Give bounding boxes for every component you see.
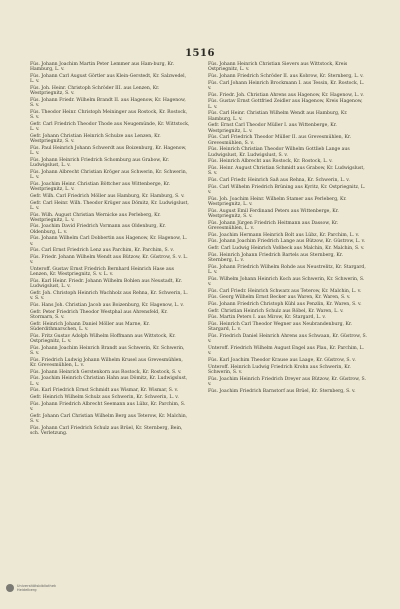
library-logo-text: Universitätsbibliothek Heidelberg — [16, 584, 57, 592]
casualty-entry: Füs. Georg Wilhelm Ernst Becker aus Waren, Kr. Waren, S. v. — [208, 295, 351, 301]
casualty-entry: Füs. Johann Wilhelm Carl Dobbertin aus Hagenow, Kr. Hagenow, L. v. — [30, 236, 187, 247]
casualty-entry: Füs. Martin Peters I. aus Mirow, Kr. Stargard, L. v. — [208, 315, 326, 321]
casualty-entry: Füs. Carl Heinr. Christian Wilhelm Wendt aus Hamburg, Kr. Hamburg, L. v. — [208, 111, 348, 122]
casualty-entry: Füs. Johann Joachim Friedrich Lange aus Bützow, Kr. Güstrow, L. v. — [208, 239, 366, 245]
casualty-entry: Füs. Johann Friedr. Wilhelm Brandt II. aus Hagenow, Kr. Hagenow, S. v. — [30, 97, 186, 109]
casualty-entry: Füs. Johann Friedrich Schröder II. aus Kobrow, Kr. Sternberg, L. v. — [208, 73, 364, 79]
casualty-entry: Füs. Johann Albrecht Christian Kröger aus Schwerin, Kr. Schwerin, L. v. — [30, 169, 188, 181]
casualty-entry: Füs. Johann Friedrich Albrecht Seemann aus Lübz, Kr. Parchim, S. v. — [30, 401, 186, 413]
casualty-entry: Füs. Heinrich Albrecht aus Rostock, Kr. Rostock, L. v. — [208, 159, 333, 165]
casualty-entry: Gefr. Carl Heinr. Wilh. Theodor Krüger aus Dömitz, Kr. Ludwigslust, L. v. — [30, 200, 189, 211]
casualty-entry: Füs. Carl Friedr. Heinrich Saß aus Rehna, Kr. Schwerin, L. v. — [208, 177, 350, 183]
casualty-entry: Gefr. Heinrich Wilhelm Schulz aus Schwerin, Kr. Schwerin, L. v. — [30, 395, 179, 401]
casualty-entry: Füs. Heinrich Johann Friedrich Bartels aus Sternberg, Kr. Sternberg, L. v. — [208, 252, 343, 263]
casualty-entry: Gefr. Ernst Carl Theodor Müller I. aus Wittenberge, Kr. Westpriegnitz, L. v. — [208, 123, 337, 134]
casualty-entry: Füs. Heinr. August Christian Schmidt aus Grabow, Kr. Ludwigslust, S. v. — [208, 165, 365, 177]
casualty-entry: Unteroff. Friedrich Wilhelm August Engel aus Plau, Kr. Parchim, L. v. — [208, 345, 365, 357]
casualty-entry: Füs. Carl Ernst Friedrich Lenz aus Parchim, Kr. Parchim, S. v. — [30, 248, 174, 254]
casualty-entry: Füs. Paul Heinrich Johann Schwerdt aus Boizenburg, Kr. Hagenow, L. v. — [30, 145, 187, 157]
casualty-entry: Füs. August Emil Ferdinand Peters aus Wittenberge, Kr. Westpriegnitz, S. v. — [208, 208, 339, 219]
casualty-entry: Füs. Joachim Heinrich Friedrich Dreyer aus Bützow, Kr. Güstrow, S. v. — [208, 376, 366, 387]
casualty-entry: Füs. Friedrich Ludwig Johann Wilhelm Krusel aus Grevesmühlen, Kr. Grevesmühlen, L. v. — [30, 357, 183, 368]
casualty-entry: Gefr. Christian Heinrich Schulz aus Röbel, Kr. Waren, L. v. — [208, 308, 344, 314]
casualty-entry: Füs. Theodor Heinr. Christoph Meininger aus Rostock, Kr. Rostock, S. v. — [30, 109, 188, 121]
casualty-entry: Füs. Friedr. Johann Wilhelm Wendt aus Bützow, Kr. Güstrow, S. v. L. v. — [30, 255, 188, 266]
library-seal-icon — [6, 584, 14, 592]
casualty-entry: Gefr. Johann Carl Christian Wilhelm Berg aus Teterow, Kr. Malchin, S. v. — [30, 413, 188, 425]
casualty-entry: Füs. Wilhelm Johann Heinrich Koch aus Schwerin, Kr. Schwerin, S. v. — [208, 276, 365, 287]
page-number: 1516 — [185, 48, 215, 59]
casualty-entry: Füs. Joachim Friedrich Barnstorf aus Brüel, Kr. Sternberg, S. v. — [208, 388, 356, 394]
casualty-entry: Füs. Wilh. August Christian Wernicke aus Perleberg, Kr. Westpriegnitz, L. v. — [30, 212, 161, 223]
casualty-entry: Füs. Carl Friedr. Heinrich Schwarz aus Teterow, Kr. Malchin, L. v. — [208, 288, 362, 294]
left-column — [30, 62, 190, 438]
casualty-entry: Gefr. Peter Friedrich Theodor Westphal aus Ahrensfeld, Kr. Stormarn, S. v. — [30, 309, 168, 321]
casualty-entry: Gefr. Carl Ludwig Heinrich Voßbeck aus Malchin, Kr. Malchin, S. v. — [208, 245, 365, 251]
casualty-entry: Füs. Joachim Hermann Heinrich Bolt aus Lübz, Kr. Parchim, L. v. — [208, 232, 360, 238]
casualty-entry: Füs. Fritz Gustav Adolph Wilhelm Hoffmann aus Wittstock, Kr. Ostpriegnitz, L. v. — [30, 333, 176, 345]
casualty-entry: Füs. Joh. Heinr. Christoph Schröder III. aus Lenzen, Kr. Westpriegnitz, S. v. — [30, 85, 160, 97]
casualty-entry: Füs. Karl Heinr. Friedr. Johann Wilhelm Bohlen aus Neustadt, Kr. Ludwigslust, L. v. — [30, 279, 182, 290]
casualty-entry: Füs. Johann Carl August Görtler aus Klein-Gerstedt, Kr. Salzwedel, L. v. — [30, 73, 187, 85]
casualty-entry: Füs. Joachim Heinrich Christian Hahn aus Dömitz, Kr. Ludwigslust, L. v. — [30, 376, 188, 387]
casualty-entry: Füs. Joh. Joachim Heinr. Wilhelm Stamer aus Perleberg, Kr. Westpriegnitz, L. v. — [208, 196, 347, 207]
casualty-entry: Füs. Karl Friedrich Ernst Schmidt aus Wismar, Kr. Wismar, S. v. — [30, 388, 179, 394]
casualty-entry: Füs. Heinrich Christian Theodor Wilhelm Gottlieb Lange aus Ludwigslust, Kr. Ludwigslust, S. v. — [208, 147, 350, 158]
casualty-entry: Füs. Friedr. Joh. Christian Ahrens aus Hagenow, Kr. Hagenow, L. v. — [208, 92, 364, 98]
casualty-entry: Füs. Johann Heinrich Gerstenkorn aus Rostock, Kr. Rostock, S. v. — [30, 369, 182, 375]
casualty-entry: Füs. Johann Friedrich Wilhelm Rohde aus Neustrelitz, Kr. Stargard, L. v. — [208, 264, 366, 275]
casualty-entry: Füs. Gustav Ernst Gottfried Zeidler aus Hagenow, Kreis Hagenow, L. v. — [208, 99, 363, 110]
casualty-entry: Gefr. Wilh. Carl Friedrich Möller aus Hamburg, Kr. Hamburg, S. v. — [30, 193, 185, 199]
right-column — [208, 62, 368, 395]
casualty-entry: Füs. Johann Carl Friedrich Schulz aus Brüel, Kr. Sternberg, Bein, sch. Verletzung. — [30, 425, 183, 436]
casualty-entry: Füs. Joachim Heinr. Christian Böttcher aus Wittenberge, Kr. Westpriegnitz, L. v. — [30, 181, 171, 193]
casualty-entry: Füs. Hans Joh. Christian Jacob aus Boizenburg, Kr. Hagenow, L. v. — [30, 303, 184, 309]
casualty-entry: Füs. Johann Joachim Martin Peter Lemmer aus Ham-burg, Kr. Hamburg, L. v. — [30, 62, 175, 73]
casualty-entry: Unteroff. Gustav Ernst Friedrich Bernhard Heinrich Hase aus Lenzen, Kr. Westpriegnitz, S. v. L. v. — [30, 267, 175, 278]
casualty-entry: Füs. Friedrich Daniel Heinrich Ahrens aus Schwaan, Kr. Güstrow, S. v. — [208, 334, 367, 345]
casualty-entry: Gefr. Heinrich Johann Daniel Möller aus Marne, Kr. Süderdithmarschen, L. v. — [30, 321, 150, 333]
casualty-entry: Füs. Johann Heinrich Christian Sievers aus Wittstock, Kreis Ostpriegnitz, L. v. — [208, 62, 348, 73]
casualty-entry: Füs. Johann Joachim Heinrich Brandt aus Schwerin, Kr. Schwerin, S. v. — [30, 345, 185, 357]
casualty-entry: Füs. Karl Joachim Theodor Krause aus Laage, Kr. Güstrow, S. v. — [208, 357, 356, 363]
casualty-entry: Füs. Johann Heinrich Friedrich Schomburg aus Grabow, Kr. Ludwigslust, L. v. — [30, 157, 170, 169]
casualty-entry: Füs. Johann Friedrich Christoph Kühl aus Penzlin, Kr. Waren, S. v. — [208, 301, 362, 307]
casualty-entry: Gefr. Joh. Christoph Heinrich Wachholz aus Rehna, Kr. Schwerin, L. v. S. v. — [30, 291, 188, 302]
casualty-entry: Füs. Johann Jürgen Friedrich Heitmann aus Dassow, Kr. Grevesmühlen, L. v. — [208, 220, 339, 231]
casualty-entry: Gefr. Carl Friedrich Theodor Thode aus Neugemünde, Kr. Wittstock, L. v. — [30, 121, 190, 133]
library-logo — [6, 578, 76, 598]
casualty-entry: Füs. Carl Friedrich Theodor Müller II. aus Grevesmühlen, Kr. Grevesmühlen, S. v. — [208, 135, 352, 146]
casualty-entry: Füs. Carl Wilhelm Friedrich Brüning aus Kyritz, Kr. Ostpriegnitz, L. v. — [208, 184, 366, 195]
casualty-entry: Füs. Heinrich Carl Theodor Wegner aus Neubrandenburg, Kr. Stargard, L. v. — [208, 322, 353, 333]
casualty-entry: Unteroff. Heinrich Ludwig Friedrich Krohn aus Schwerin, Kr. Schwerin, S. v. — [208, 364, 351, 375]
casualty-entry: Füs. Carl Johann Heinrich Brockmann I. aus Tessin, Kr. Rostock, L. v. — [208, 80, 365, 91]
casualty-entry: Füs. Joachim David Friedrich Vormann aus Oldenburg, Kr. Oldenburg, L. v. — [30, 224, 166, 235]
casualty-entry: Gefr. Johann Christian Heinrich Schulze aus Lenzen, Kr. Westpriegnitz, S. v. — [30, 133, 161, 145]
